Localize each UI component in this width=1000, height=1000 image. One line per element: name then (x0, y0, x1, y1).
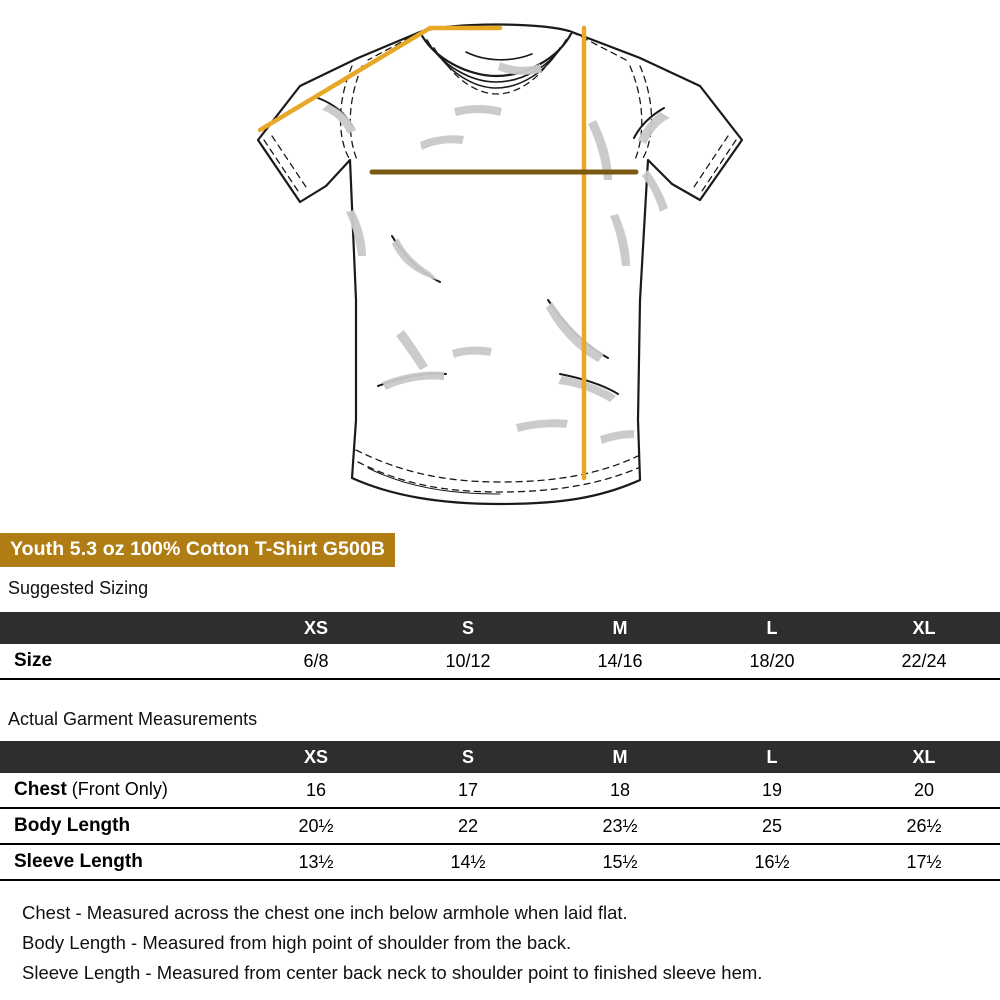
table-row (0, 773, 1000, 808)
cell-sleeve-length-xl: 17½ (848, 844, 1000, 880)
table-header-row (0, 741, 1000, 773)
cell-body-length-xs: 20½ (240, 808, 392, 844)
cell-size-s: 10/12 (392, 644, 544, 679)
cell-size-xl: 22/24 (848, 644, 1000, 679)
cell-sleeve-length-m: 15½ (544, 844, 696, 880)
note-chest: Chest - Measured across the chest one inch below armhole when laid flat. (22, 902, 628, 923)
cell-sleeve-length-xs: 13½ (240, 844, 392, 880)
column-header-l: L (696, 741, 848, 773)
row-label-text: Body Length (14, 815, 131, 836)
column-header-xl: XL (848, 612, 1000, 644)
cell-size-xs: 6/8 (240, 644, 392, 679)
table-row (0, 644, 1000, 679)
column-header-label (0, 612, 240, 644)
row-label-body-length (0, 808, 240, 844)
column-header-xs: XS (240, 741, 392, 773)
row-label-text: Size (14, 650, 53, 671)
cell-chest-xl: 20 (848, 773, 1000, 808)
note-body-length: Body Length - Measured from high point of shoulder from the back. (22, 932, 572, 953)
row-label-sub: (Front Only) (66, 779, 168, 799)
row-label-sleeve-length (0, 844, 240, 880)
cell-size-l: 18/20 (696, 644, 848, 679)
cell-body-length-m: 23½ (544, 808, 696, 844)
note-sleeve-length: Sleeve Length - Measured from center back neck to shoulder point to finished sleeve hem. (22, 962, 763, 983)
column-header-label (0, 741, 240, 773)
column-header-l: L (696, 612, 848, 644)
column-header-xs: XS (240, 612, 392, 644)
row-label-text: Chest (14, 779, 67, 800)
column-header-s: S (392, 741, 544, 773)
cell-sleeve-length-s: 14½ (392, 844, 544, 880)
cell-sleeve-length-l: 16½ (696, 844, 848, 880)
table-row (0, 844, 1000, 880)
cell-chest-xs: 16 (240, 773, 392, 808)
suggested-sizing-table (0, 612, 1000, 680)
row-label-size (0, 644, 240, 679)
actual-measurements-table (0, 741, 1000, 881)
cell-chest-m: 18 (544, 773, 696, 808)
table-header-row (0, 612, 1000, 644)
row-label-text: Sleeve Length (14, 851, 143, 872)
suggested-sizing-label: Suggested Sizing (8, 578, 149, 598)
table-row (0, 808, 1000, 844)
measurement-notes (22, 898, 982, 988)
cell-body-length-l: 25 (696, 808, 848, 844)
actual-measurements-label: Actual Garment Measurements (8, 709, 258, 729)
cell-size-m: 14/16 (544, 644, 696, 679)
column-header-xl: XL (848, 741, 1000, 773)
cell-chest-l: 19 (696, 773, 848, 808)
product-title-bar: Youth 5.3 oz 100% Cotton T-Shirt G500B (0, 533, 395, 567)
column-header-m: M (544, 612, 696, 644)
cell-chest-s: 17 (392, 773, 544, 808)
column-header-s: S (392, 612, 544, 644)
cell-body-length-xl: 26½ (848, 808, 1000, 844)
row-label-chest (0, 773, 240, 808)
column-header-m: M (544, 741, 696, 773)
cell-body-length-s: 22 (392, 808, 544, 844)
